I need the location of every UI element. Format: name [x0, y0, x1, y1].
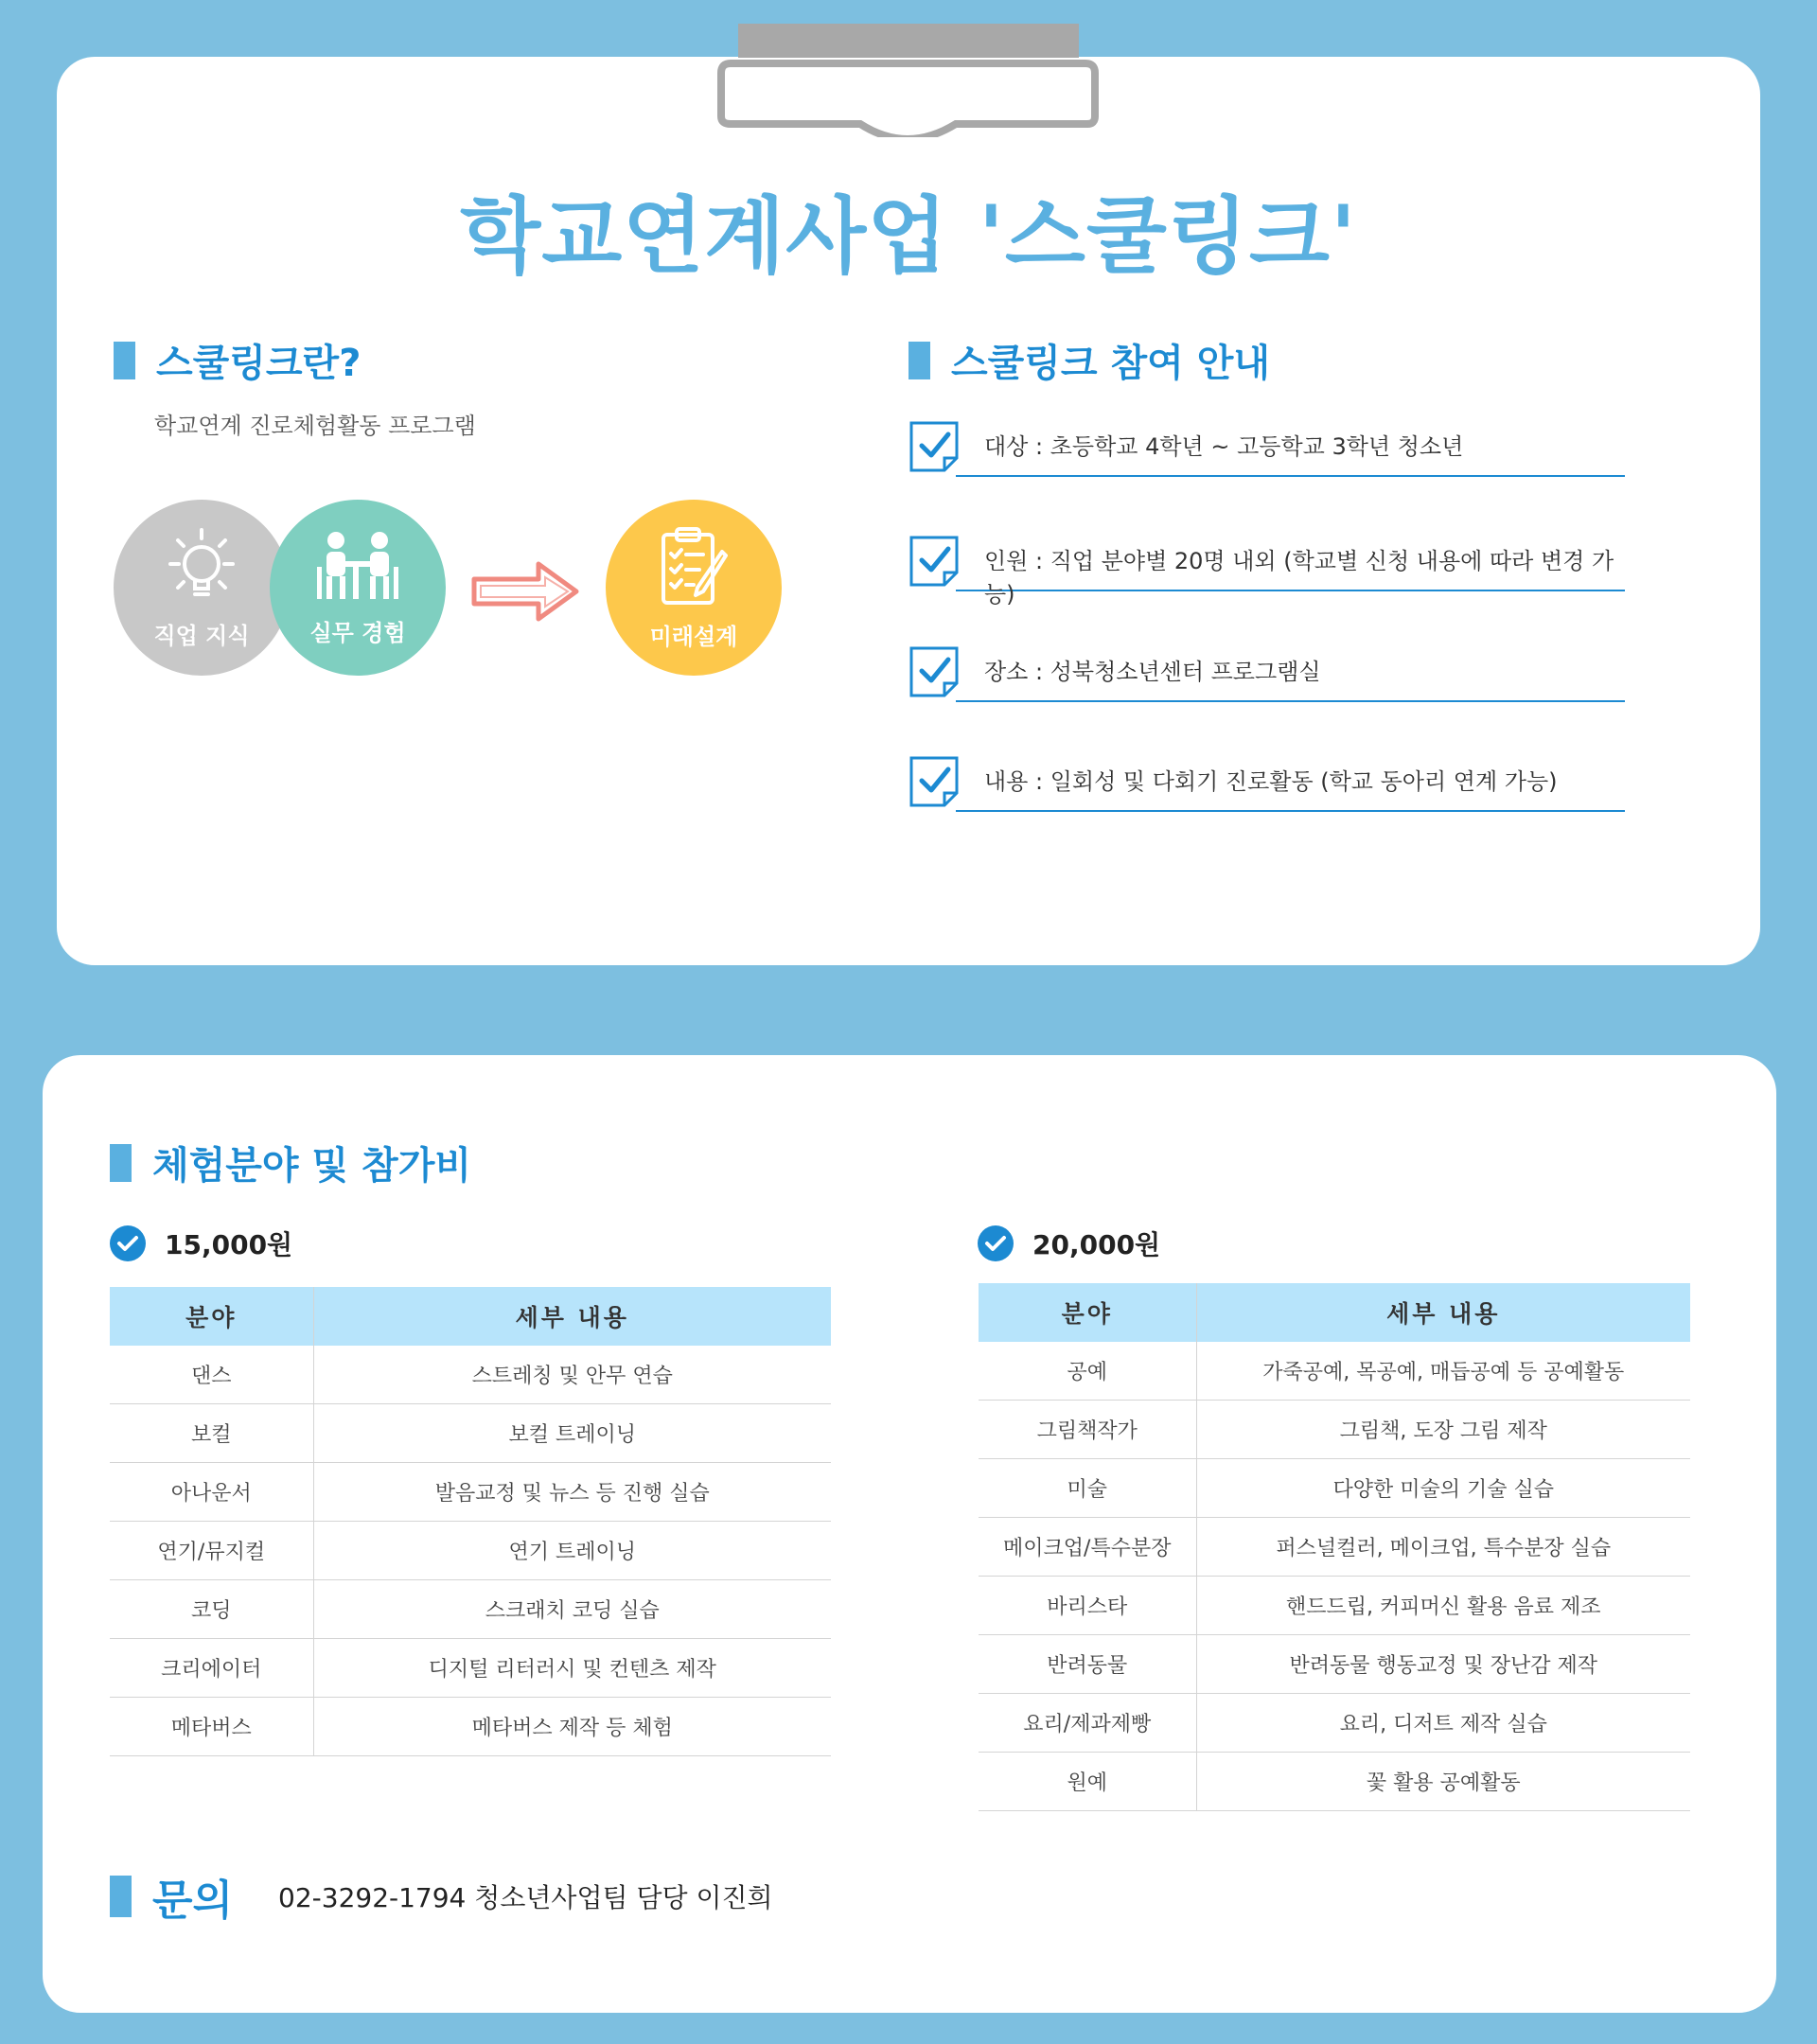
- checkbox-check-icon: [908, 535, 961, 590]
- detail-cell: 연기 트레이닝: [313, 1522, 831, 1580]
- about-subtitle: 학교연계 진로체험활동 프로그램: [154, 413, 476, 439]
- circle-label: 실무 경험: [309, 619, 406, 646]
- checkbox-check-icon: [908, 755, 961, 810]
- detail-cell: 그림책, 도장 그림 제작: [1196, 1401, 1690, 1459]
- price-right: 20,000원: [978, 1225, 1160, 1262]
- detail-cell: 스크래치 코딩 실습: [313, 1580, 831, 1639]
- table-row: [110, 1698, 831, 1756]
- table-row: [110, 1463, 831, 1522]
- field-cell: 코딩: [110, 1580, 313, 1639]
- circle-job-knowledge: [114, 500, 290, 676]
- guide-item: 인원 : 직업 분야별 20명 내외 (학교별 신청 내용에 따라 변경 가능): [908, 535, 1625, 591]
- guide-underline: [956, 700, 1625, 702]
- table-row: [110, 1580, 831, 1639]
- field-cell: 미술: [979, 1459, 1196, 1518]
- contact-info: [110, 1866, 773, 1927]
- heading-bar: [114, 342, 135, 379]
- guide-heading: 스쿨링크 참여 안내: [908, 333, 1270, 387]
- detail-cell: 반려동물 행동교정 및 장난감 제작: [1196, 1635, 1690, 1694]
- guide-item: 장소 : 성북청소년센터 프로그램실: [908, 645, 1625, 702]
- guide-underline: [956, 810, 1625, 812]
- table-row: [979, 1518, 1690, 1577]
- table-row: [979, 1401, 1690, 1459]
- detail-cell: 메타버스 제작 등 체험: [313, 1698, 831, 1756]
- circle-work-experience: [270, 500, 446, 676]
- clipboard-checklist-icon: [656, 525, 732, 608]
- clipboard-clip-icon: [712, 24, 1104, 137]
- guide-underline: [956, 475, 1625, 477]
- field-cell: 원예: [979, 1753, 1196, 1811]
- fields-table-left: [110, 1287, 831, 1756]
- table-row: [110, 1404, 831, 1463]
- table-row: [979, 1342, 1690, 1401]
- right-arrow-icon: [470, 560, 582, 623]
- table-row: [979, 1459, 1690, 1518]
- check-circle-icon: [978, 1225, 1014, 1261]
- table-row: [979, 1577, 1690, 1635]
- detail-cell: 디지털 리터러시 및 컨텐츠 제작: [313, 1639, 831, 1698]
- field-cell: 댄스: [110, 1346, 313, 1404]
- table-row: [110, 1639, 831, 1698]
- detail-cell: 다양한 미술의 기술 실습: [1196, 1459, 1690, 1518]
- field-cell: 보컬: [110, 1404, 313, 1463]
- heading-bar: [110, 1144, 132, 1182]
- field-cell: 크리에이터: [110, 1639, 313, 1698]
- field-cell: 바리스타: [979, 1577, 1196, 1635]
- checkbox-check-icon: [908, 645, 961, 700]
- guide-item: 내용 : 일회성 및 다회기 진로활동 (학교 동아리 연계 가능): [908, 755, 1625, 812]
- field-cell: 요리/제과제빵: [979, 1694, 1196, 1753]
- table-header-row: [979, 1283, 1690, 1342]
- checkbox-check-icon: [908, 420, 961, 475]
- header-detail: 세부 내용: [313, 1287, 831, 1346]
- field-cell: 아나운서: [110, 1463, 313, 1522]
- detail-cell: 요리, 디저트 제작 실습: [1196, 1694, 1690, 1753]
- detail-cell: 보컬 트레이닝: [313, 1404, 831, 1463]
- detail-cell: 꽃 활용 공예활동: [1196, 1753, 1690, 1811]
- table-header-row: [110, 1287, 831, 1346]
- detail-cell: 발음교정 및 뉴스 등 진행 실습: [313, 1463, 831, 1522]
- field-cell: 그림책작가: [979, 1401, 1196, 1459]
- header-field: 분야: [110, 1287, 313, 1346]
- table-row: [110, 1522, 831, 1580]
- detail-cell: 핸드드립, 커피머신 활용 음료 제조: [1196, 1577, 1690, 1635]
- field-cell: 연기/뮤지컬: [110, 1522, 313, 1580]
- detail-cell: 퍼스널컬러, 메이크업, 특수분장 실습: [1196, 1518, 1690, 1577]
- contact-label: 문의: [152, 1877, 234, 1925]
- table-row: [979, 1694, 1690, 1753]
- circle-future-design: [606, 500, 782, 676]
- about-heading: 스쿨링크란?: [114, 333, 361, 387]
- circle-label: 미래설계: [649, 623, 738, 650]
- table-row: [979, 1635, 1690, 1694]
- field-cell: 공예: [979, 1342, 1196, 1401]
- page-title: 학교연계사업 '스쿨링크': [460, 187, 1357, 285]
- detail-cell: 스트레칭 및 안무 연습: [313, 1346, 831, 1404]
- header-field: 분야: [979, 1283, 1196, 1342]
- fields-table-right: [979, 1283, 1690, 1811]
- contact-value: 02-3292-1794 청소년사업팀 담당 이진희: [278, 1882, 773, 1913]
- fields-heading: 체험분야 및 참가비: [110, 1136, 471, 1189]
- guide-item: 대상 : 초등학교 4학년 ~ 고등학교 3학년 청소년: [908, 420, 1625, 477]
- detail-cell: 가죽공예, 목공예, 매듭공예 등 공예활동: [1196, 1342, 1690, 1401]
- table-row: [110, 1346, 831, 1404]
- lightbulb-icon: [161, 526, 242, 608]
- header-detail: 세부 내용: [1196, 1283, 1690, 1342]
- heading-bar: [110, 1876, 132, 1917]
- heading-bar: [908, 342, 930, 379]
- field-cell: 반려동물: [979, 1635, 1196, 1694]
- check-circle-icon: [110, 1225, 146, 1261]
- people-meeting-icon: [315, 529, 400, 605]
- field-cell: 메이크업/특수분장: [979, 1518, 1196, 1577]
- table-row: [979, 1753, 1690, 1811]
- field-cell: 메타버스: [110, 1698, 313, 1756]
- price-left: 15,000원: [110, 1225, 292, 1262]
- circle-label: 직업 지식: [153, 622, 250, 649]
